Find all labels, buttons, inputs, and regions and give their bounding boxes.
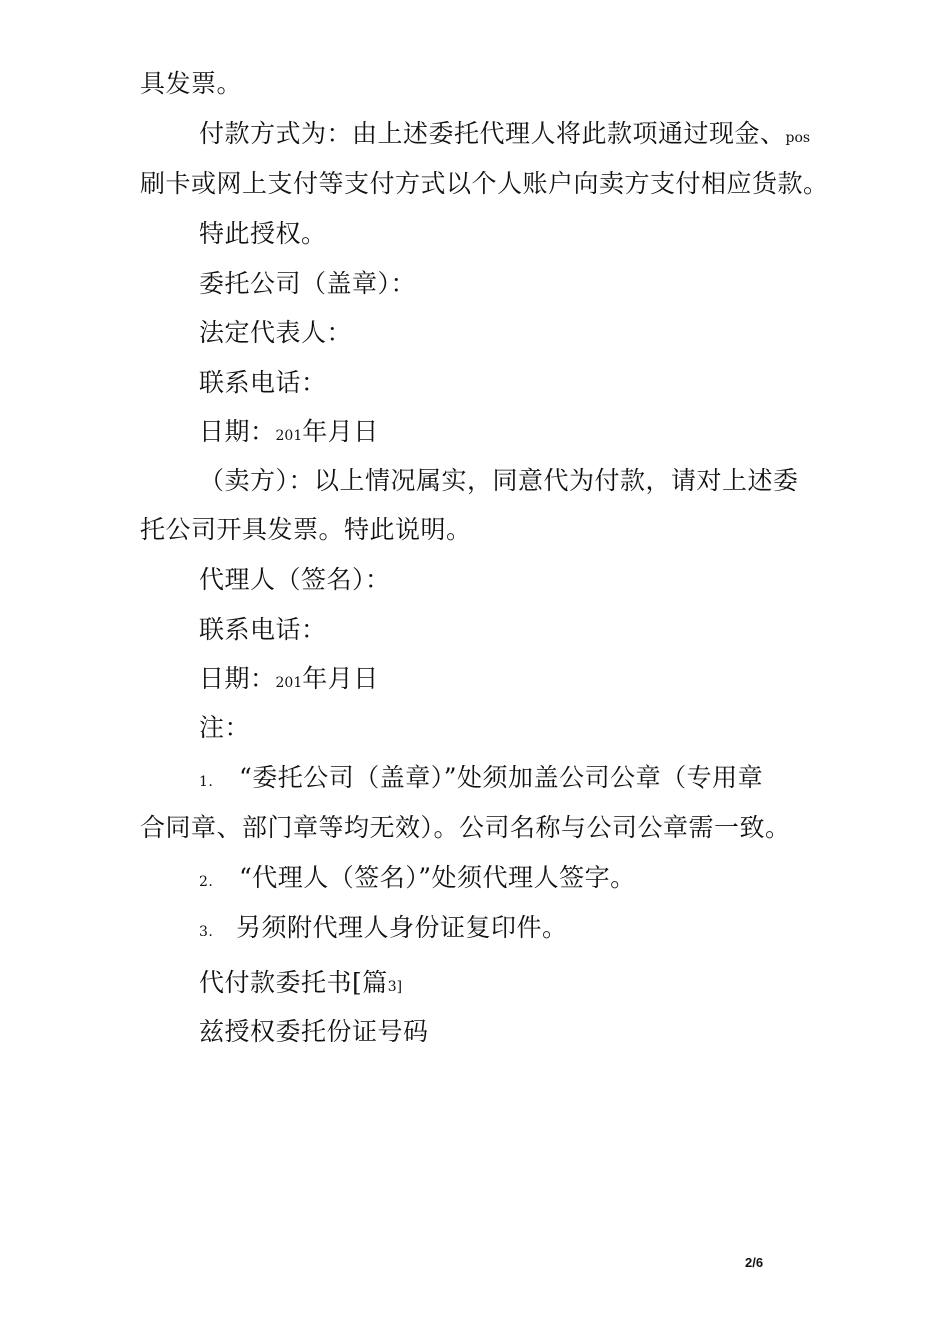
text-line: 联系电话： (199, 615, 327, 644)
note-line: 3. 另须附代理人身份证复印件。 (199, 913, 568, 942)
text-line: 联系电话： (199, 368, 327, 397)
text-line: 付款方式为：由上述委托代理人将此款项通过现金、pos (199, 119, 811, 148)
text-line: 特此授权。 (199, 219, 327, 248)
text-line: 刷卡或网上支付等支付方式以个人账户向卖方支付相应货款。 (140, 169, 829, 198)
text-line: 托公司开具发票。特此说明。 (140, 515, 472, 544)
text-line: 法定代表人： (199, 318, 353, 347)
note-line: 2. “代理人（签名）”处须代理人签字。 (199, 863, 636, 892)
date-line: 日期：201年月日 (199, 664, 379, 693)
text-line: 合同章、部门章等均无效）。公司名称与公司公章需一致。 (140, 813, 791, 842)
page-number: 2/6 (745, 1255, 764, 1270)
section-heading: 代付款委托书[篇3] (199, 968, 403, 997)
text-line: 代理人（签名）： (199, 565, 391, 594)
text-line: 委托公司（盖章）： (199, 269, 417, 298)
note-line: 1. “委托公司（盖章）”处须加盖公司公章（专用章 (199, 763, 764, 792)
text-line: 具发票。 (140, 69, 243, 98)
text-line: （卖方）：以上情况属实，同意代为付款，请对上述委 (199, 466, 799, 495)
text-line: 兹授权委托份证号码 (199, 1017, 429, 1046)
date-line: 日期：201年月日 (199, 417, 379, 446)
text-line: 注： (199, 713, 251, 742)
